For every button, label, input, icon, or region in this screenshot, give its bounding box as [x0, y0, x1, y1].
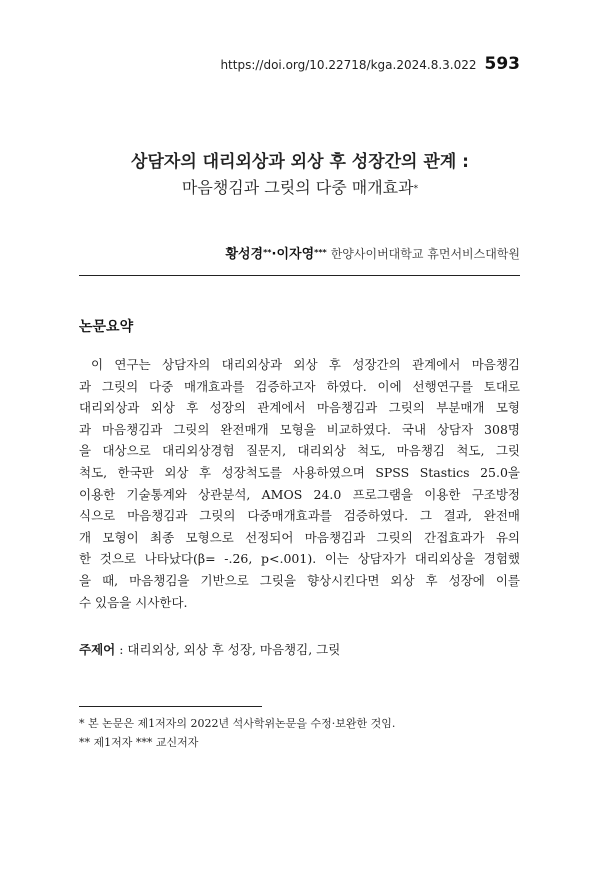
abstract-line: 수 있음을 시사한다. — [79, 594, 188, 610]
abstract-line: 을 대상으로 대리외상경험 질문지, 대리외상 척도, 마음챙김 척도, 그릿 — [79, 443, 520, 459]
abstract-line: 과 그릿의 다중 매개효과를 검증하고자 하였다. 이에 선행연구를 토대로 — [79, 378, 520, 394]
author-line — [225, 243, 520, 262]
abstract-line: 과 마음챙김과 그릿의 완전매개 모형을 비교하였다. 국내 상담자 308명 — [79, 421, 520, 437]
footnotes — [79, 714, 395, 752]
footnote-1: * 본 논문은 제1저자의 2022년 석사학위논문을 수정·보완한 것임. — [79, 717, 396, 730]
author-1-mark: ** — [263, 248, 272, 257]
page-number: 593 — [484, 54, 520, 74]
author-affiliation: 한양사이버대학교 휴먼서비스대학원 — [330, 247, 520, 261]
abstract-line: 을 때, 마음챙김을 기반으로 그릿을 향상시킨다면 외상 후 성장에 이를 — [79, 572, 520, 588]
paper-title: 상담자의 대리외상과 외상 후 성장간의 관계 : — [131, 152, 469, 172]
abstract-line: 한 것으로 나타났다(β= -.26, p<.001). 이는 상담자가 대리외상을 경험했 — [79, 551, 520, 567]
footnote-2: ** 제1저자 *** 교신저자 — [79, 736, 199, 749]
keywords-label: 주제어 — [79, 642, 116, 657]
author-2: 이자영 — [276, 247, 315, 262]
abstract-line: 척도, 한국판 외상 후 성장척도를 사용하였으며 SPSS Stastics 25.0을 — [79, 464, 520, 480]
author-2-mark: *** — [314, 248, 327, 257]
author-1: 황성경 — [225, 247, 264, 262]
abstract-line: 이 연구는 상담자의 대리외상과 외상 후 성장간의 관계에서 마음챙김 — [91, 357, 520, 372]
page-header — [220, 54, 520, 74]
abstract-heading: 논문요약 — [79, 319, 134, 335]
abstract-line: 식으로 마음챙김과 그릿의 다중매개효과를 검증하였다. 그 결과, 완전매 — [79, 508, 520, 524]
footnote-divider — [79, 706, 262, 707]
abstract-line: 개 모형이 최종 모형으로 선정되어 마음챙김과 그릿의 간접효과가 유의 — [79, 529, 520, 545]
author-separator: · — [271, 247, 277, 262]
abstract-body — [79, 354, 520, 613]
abstract-line: 대리외상과 외상 후 성장의 관계에서 마음챙김과 그릿의 부분매개 모형 — [79, 400, 520, 416]
subtitle-text: 마음챙김과 그릿의 다중 매개효과 — [181, 178, 414, 197]
header-divider — [79, 275, 520, 276]
subtitle-footnote-mark: * — [413, 184, 419, 194]
paper-subtitle — [0, 175, 600, 198]
abstract-line: 이용한 기술통계와 상관분석, AMOS 24.0 프로그램을 이용한 구조방정 — [79, 486, 520, 502]
keywords-text: : 대리외상, 외상 후 성장, 마음챙김, 그릿 — [115, 642, 341, 657]
keywords — [79, 640, 520, 658]
doi-link[interactable]: https://doi.org/10.22718/kga.2024.8.3.022 — [220, 58, 477, 72]
